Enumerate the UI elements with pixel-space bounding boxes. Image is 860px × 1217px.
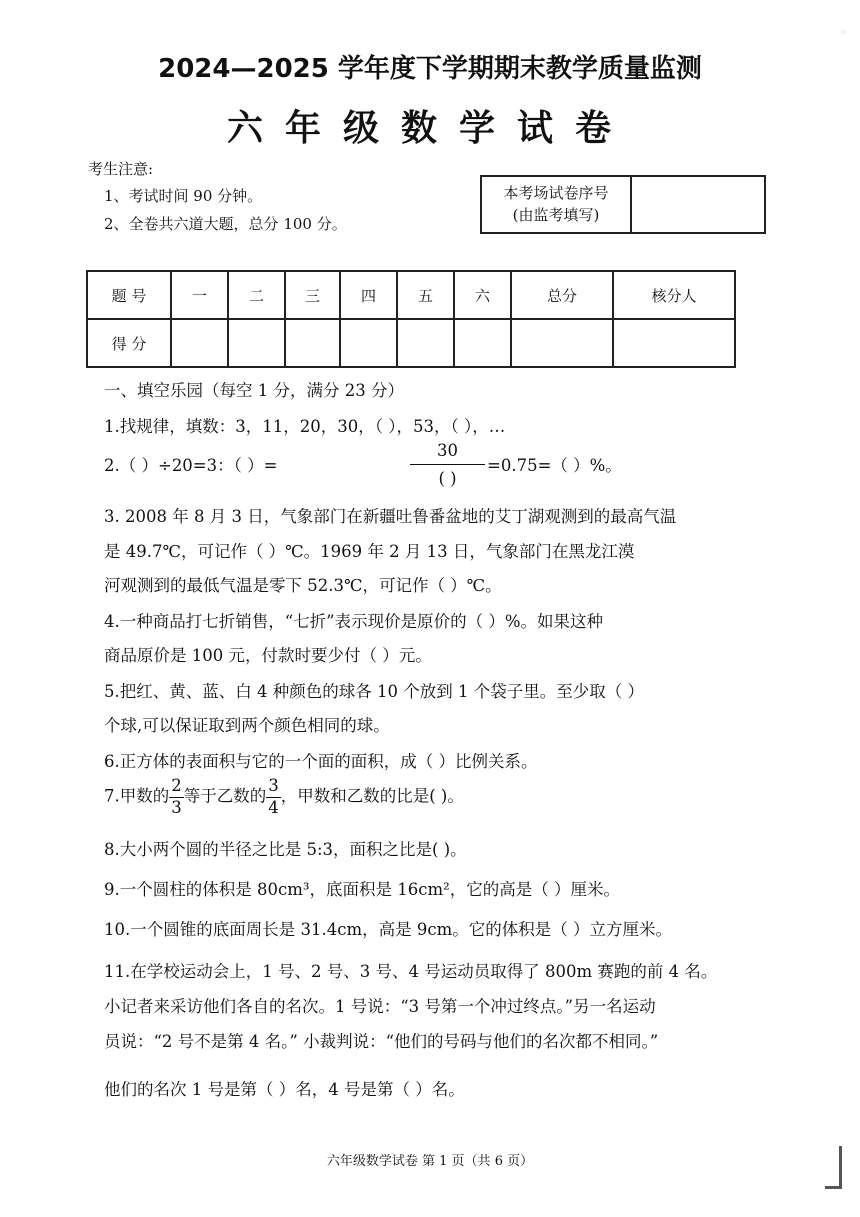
question-7-text: 7.甲数的 (104, 786, 170, 806)
question-10: 10.一个圆锥的底面周长是 31.4cm，高是 9cm。它的体积是（ ）立方厘米。 (104, 920, 672, 939)
score-cell[interactable] (228, 319, 285, 367)
notice-item: 1、考试时间 90 分钟。 (104, 187, 263, 205)
question-8: 8.大小两个圆的半径之比是 5:3，面积之比是( )。 (104, 840, 467, 859)
sequence-label-line2: (由监考填写) (512, 206, 600, 224)
question-11-line: 他们的名次 1 号是第（ ）名，4 号是第（ ）名。 (104, 1080, 465, 1099)
notice-item: 2、全卷共六道大题，总分 100 分。 (104, 215, 347, 233)
scan-edge-mark (825, 1146, 842, 1189)
fraction-numerator: 30 (437, 441, 458, 460)
score-table-cell: 三 (285, 271, 340, 319)
sequence-number-field[interactable] (632, 177, 764, 232)
question-5-line: 5.把红、黄、蓝、白 4 种颜色的球各 10 个放到 1 个袋子里。至少取（ ） (104, 682, 644, 701)
score-row-label: 得 分 (87, 319, 171, 367)
fraction-three-quarters (266, 778, 281, 816)
score-table-cell: 五 (397, 271, 454, 319)
question-11-line: 员说：“2 号不是第 4 名。” 小裁判说：“他们的号码与他们的名次都不相同。” (104, 1032, 659, 1051)
score-table-cell: 二 (228, 271, 285, 319)
fraction-numerator: 3 (268, 776, 279, 795)
notice-heading: 考生注意: (88, 160, 154, 178)
fraction-numerator: 2 (171, 776, 182, 795)
question-11-line: 小记者来采访他们各自的名次。1 号说：“3 号第一个冲过终点。”另一名运动 (104, 997, 656, 1016)
scan-artifact: ⁘ (840, 28, 847, 37)
exam-title: 2024—2025 学年度下学期期末教学质量监测 (158, 54, 702, 84)
question-4-line: 商品原价是 100 元，付款时要少付（ ）元。 (104, 646, 432, 665)
question-4-line: 4.一种商品打七折销售，“七折”表示现价是原价的（ ）%。如果这种 (104, 612, 604, 631)
question-7-text: 等于乙数的 (183, 786, 267, 806)
score-cell[interactable] (511, 319, 613, 367)
question-1: 1.找规律，填数：3，11，20，30，（ ），53，（ ），… (104, 417, 506, 436)
sequence-label-line1: 本考场试卷序号 (503, 184, 609, 202)
fraction-two-thirds (169, 778, 184, 816)
score-table-cell: 核分人 (613, 271, 735, 319)
score-table-cell: 六 (454, 271, 511, 319)
fraction-denominator: ( ) (410, 464, 485, 488)
score-table-cell: 题 号 (87, 271, 171, 319)
exam-subtitle: 六年级数学试卷 (226, 108, 633, 149)
score-cell[interactable] (285, 319, 340, 367)
section-heading: 一、填空乐园（每空 1 分，满分 23 分） (104, 381, 404, 400)
score-cell[interactable] (454, 319, 511, 367)
question-3-line: 3. 2008 年 8 月 3 日，气象部门在新疆吐鲁番盆地的艾丁湖观测到的最高气温 (104, 507, 677, 526)
score-cell[interactable] (171, 319, 228, 367)
question-5-line: 个球,可以保证取到两个颜色相同的球。 (104, 716, 390, 735)
score-cell[interactable] (340, 319, 397, 367)
sequence-label (482, 177, 632, 232)
question-7-text: ，甲数和乙数的比是( )。 (280, 786, 464, 806)
question-6: 6.正方体的表面积与它的一个面的面积，成（ ）比例关系。 (104, 752, 538, 771)
question-11-line: 11.在学校运动会上，1 号、2 号、3 号、4 号运动员取得了 800m 赛跑的前 4 名。 (104, 962, 718, 981)
question-3-line: 河观测到的最低气温是零下 52.3℃，可记作（ ）℃。 (104, 576, 502, 595)
question-2-right: =0.75=（ ）%。 (487, 456, 622, 475)
question-7 (104, 778, 464, 816)
score-table-cell: 总分 (511, 271, 613, 319)
fraction-denominator: 4 (268, 797, 279, 817)
question-2-left: 2.（ ）÷20=3：（ ）= (104, 456, 278, 475)
score-table-score-row (87, 319, 735, 367)
fraction-denominator: 3 (171, 797, 182, 817)
score-cell[interactable] (397, 319, 454, 367)
score-cell[interactable] (613, 319, 735, 367)
test-sequence-box (480, 175, 766, 234)
question-9: 9.一个圆柱的体积是 80cm³，底面积是 16cm²，它的高是（ ）厘米。 (104, 880, 620, 899)
score-table (86, 270, 736, 368)
question-2-fraction (410, 441, 485, 488)
page-footer: 六年级数学试卷 第 1 页（共 6 页） (326, 1154, 534, 1169)
question-3-line: 是 49.7℃，可记作（ ）℃。1969 年 2 月 13 日，气象部门在黑龙江漠 (104, 542, 635, 561)
score-table-cell: 四 (340, 271, 397, 319)
score-table-header-row (87, 271, 735, 319)
score-table-cell: 一 (171, 271, 228, 319)
